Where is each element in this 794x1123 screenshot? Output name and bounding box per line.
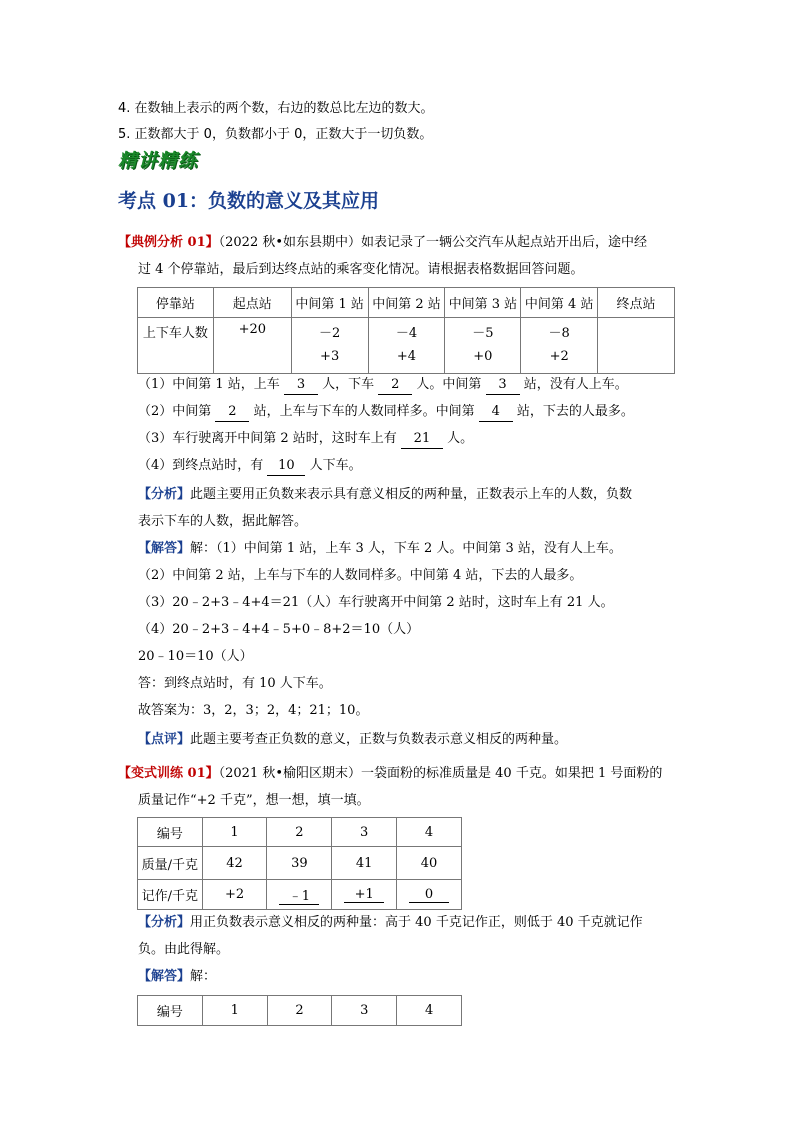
answer-blank: 2 [378, 376, 412, 395]
example2-tag: 【变式训练 01】 [118, 766, 219, 781]
analysis-line-2: 表示下车的人数，据此解答。 [138, 514, 308, 529]
answer-text: 解：（1）中间第 1 站，上车 3 人，下车 2 人。中间第 3 站，没有人上车。 [190, 541, 622, 556]
table-header-cell: 中间第 1 站 [291, 288, 368, 318]
answer-blank: 10 [267, 457, 305, 476]
cell-line: －2 [319, 326, 341, 341]
flour-table-row [138, 847, 462, 880]
table-cell [397, 880, 462, 910]
answer-tag: 【解答】 [138, 969, 191, 984]
intro-line-4: 4. 在数轴上表示的两个数，右边的数总比左边的数大。 [118, 101, 434, 116]
answer-line-6: 答：到终点站时，有 10 人下车。 [138, 676, 332, 691]
answer-blank: 3 [284, 376, 318, 395]
cell-line: +0 [473, 349, 493, 364]
question-3 [138, 430, 473, 449]
table-cell: +2 [202, 880, 267, 910]
bus-table-data-row [138, 318, 675, 374]
answer-line-3: （3）20﹣2+3﹣4+4＝21（人）车行驶离开中间第 2 站时，这时车上有 21 人。 [138, 595, 614, 610]
q-text: （4）到终点站时，有 [138, 458, 264, 473]
table-cell: 40 [397, 847, 462, 880]
table-header-cell: 停靠站 [138, 288, 214, 318]
table-cell: 1 [202, 996, 267, 1026]
q-text: 人。中间第 [416, 377, 482, 392]
table-cell [521, 318, 598, 374]
q-text: 人。 [447, 431, 474, 446]
example2-answer [138, 968, 216, 986]
q-text: 站，下去的人最多。 [516, 404, 634, 419]
table-cell: 质量/千克 [138, 847, 203, 880]
analysis-line-1 [138, 486, 632, 504]
table-cell: 42 [202, 847, 267, 880]
comment-tag: 【点评】 [138, 732, 191, 747]
answer-blank: 0 [409, 887, 449, 903]
example1-source: （2022 秋•如东县期中） [218, 235, 362, 250]
cell-line: －5 [472, 326, 494, 341]
table-cell [332, 880, 397, 910]
table-cell: 41 [332, 847, 397, 880]
answer-blank: 2 [215, 403, 249, 422]
bus-table [137, 287, 675, 374]
table-header-cell: 终点站 [598, 288, 675, 318]
answer-blank: 3 [486, 376, 520, 395]
flour-table-row [138, 818, 462, 847]
example2-intro [118, 765, 662, 783]
flour-table [137, 817, 462, 910]
table-header-cell: 起点站 [213, 288, 291, 318]
table-header-cell: 中间第 4 站 [521, 288, 598, 318]
table-cell: 编号 [138, 996, 203, 1026]
q-text: 站，没有人上车。 [523, 377, 628, 392]
table-header-cell: 中间第 3 站 [445, 288, 521, 318]
example2-analysis-2: 负。由此得解。 [138, 942, 230, 957]
example2-text1: 一袋面粉的标准质量是 40 千克。如果把 1 号面粉的 [361, 766, 663, 781]
answer-blank: 21 [401, 430, 443, 449]
table-cell [291, 318, 368, 374]
example1-text1: 如表记录了一辆公交汽车从起点站开出后，途中经 [361, 235, 648, 250]
comment-line [138, 731, 567, 749]
cell-line: +3 [320, 349, 340, 364]
table-cell: 3 [332, 818, 397, 847]
analysis-text: 此题主要用正负数来表示具有意义相反的两种量，正数表示上车的人数，负数 [190, 487, 633, 502]
q-text: 人下车。 [309, 458, 362, 473]
table-cell [598, 318, 675, 374]
example2-source: （2021 秋•榆阳区期末） [218, 766, 362, 781]
example2-text2: 质量记作“+2 千克”，想一想，填一填。 [138, 793, 370, 808]
answer-line-1 [138, 540, 622, 558]
table-header-cell: 中间第 2 站 [368, 288, 445, 318]
analysis-text: 用正负数表示意义相反的两种量：高于 40 千克记作正，则低于 40 千克就记作 [190, 915, 643, 930]
answer-line-7: 故答案为：3，2，3；2，4；21；10。 [138, 703, 369, 718]
question-4 [138, 457, 362, 476]
cell-line: +4 [396, 349, 417, 364]
table-cell: 记作/千克 [138, 880, 203, 910]
section-heading: 考点 01：负数的意义及其应用 [118, 190, 380, 212]
cell-line: +2 [549, 349, 569, 364]
intro-line-5: 5. 正数都大于 0，负数都小于 0，正数大于一切负数。 [118, 127, 433, 142]
table-cell: 4 [397, 818, 462, 847]
flour-answer-table [137, 995, 462, 1026]
bus-table-header-row [138, 288, 675, 318]
table-cell: 2 [267, 818, 332, 847]
q-text: （1）中间第 1 站，上车 [138, 377, 280, 392]
table-cell [267, 880, 332, 910]
question-1 [138, 376, 628, 395]
q-text: （3）车行驶离开中间第 2 站时，这时车上有 [138, 431, 397, 446]
answer-text: 解： [190, 969, 217, 984]
table-cell: 3 [332, 996, 397, 1026]
q-text: 人，下车 [322, 377, 375, 392]
answer-blank: +1 [344, 887, 384, 903]
table-cell: 39 [267, 847, 332, 880]
analysis-tag: 【分析】 [138, 915, 191, 930]
question-2 [138, 403, 634, 422]
comment-text: 此题主要考查正负数的意义，正数与负数表示意义相反的两种量。 [190, 732, 568, 747]
section-banner: 精讲精练 [118, 150, 199, 172]
q-text: 站，上车与下车的人数同样多。中间第 [253, 404, 475, 419]
table-row-label: 上下车人数 [138, 318, 214, 374]
answer-line-4: （4）20﹣2+3﹣4+4﹣5+0﹣8+2＝10（人） [138, 622, 420, 637]
table-cell: 1 [202, 818, 267, 847]
example1-tag: 【典例分析 01】 [118, 235, 219, 250]
cell-line: －8 [548, 326, 570, 341]
answer-tag: 【解答】 [138, 541, 191, 556]
q-text: （2）中间第 [138, 404, 212, 419]
table-cell [368, 318, 445, 374]
table-cell [213, 318, 291, 374]
answer-line-5: 20﹣10＝10（人） [138, 649, 253, 664]
example2-analysis-1 [138, 914, 643, 932]
cell-line: －4 [395, 326, 418, 341]
flour-table-row [138, 880, 462, 910]
table-cell: 4 [397, 996, 462, 1026]
flour-answer-row [138, 996, 462, 1026]
analysis-tag: 【分析】 [138, 487, 191, 502]
answer-line-2: （2）中间第 2 站，上车与下车的人数同样多。中间第 4 站，下去的人最多。 [138, 568, 583, 583]
cell-line: +20 [238, 322, 266, 337]
answer-blank: 4 [479, 403, 513, 422]
table-cell: 编号 [138, 818, 203, 847]
answer-blank: ﹣1 [279, 885, 319, 905]
example1-text2: 过 4 个停靠站，最后到达终点站的乘客变化情况。请根据表格数据回答问题。 [138, 262, 584, 277]
table-cell [445, 318, 521, 374]
example1-intro [118, 234, 647, 252]
table-cell: 2 [267, 996, 332, 1026]
